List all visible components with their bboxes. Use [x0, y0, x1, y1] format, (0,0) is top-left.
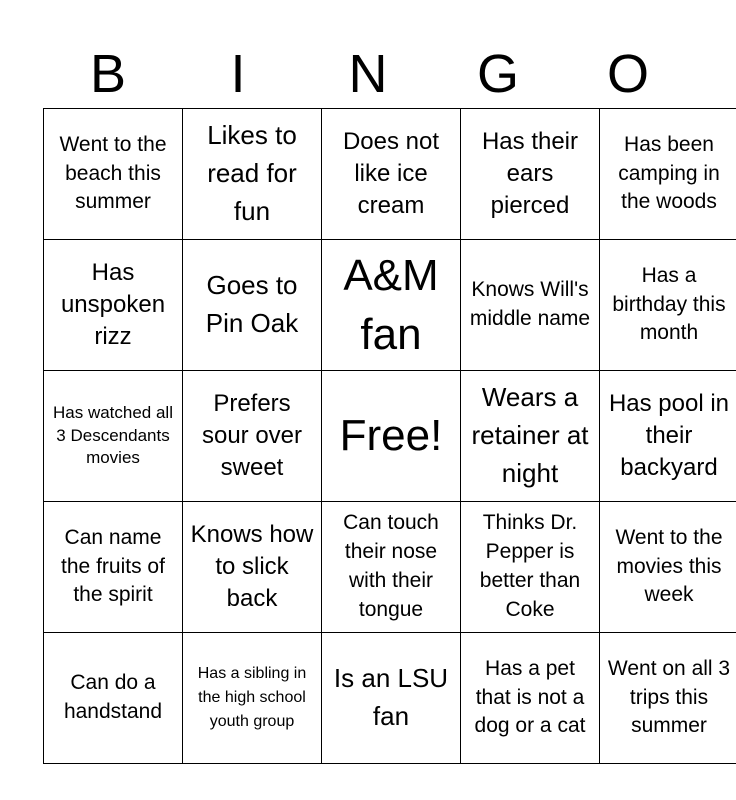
board-row	[44, 502, 736, 633]
bingo-cell[interactable]: Can touch their nose with their tongue	[322, 502, 461, 633]
bingo-cell[interactable]: A&M fan	[322, 240, 461, 371]
bingo-cell[interactable]: Has a pet that is not a dog or a cat	[461, 633, 600, 764]
bingo-cell[interactable]: Went to the beach this summer	[44, 109, 183, 240]
bingo-header	[43, 40, 693, 108]
bingo-cell[interactable]: Has unspoken rizz	[44, 240, 183, 371]
bingo-cell[interactable]: Can do a handstand	[44, 633, 183, 764]
header-letter-o: O	[606, 44, 649, 104]
bingo-board	[43, 108, 736, 764]
bingo-cell[interactable]: Went to the movies this week	[600, 502, 736, 633]
bingo-cell[interactable]: Can name the fruits of the spirit	[44, 502, 183, 633]
free-space[interactable]: Free!	[322, 371, 461, 502]
header-letter-g: G	[476, 44, 519, 104]
bingo-cell[interactable]: Has their ears pierced	[461, 109, 600, 240]
bingo-cell[interactable]: Knows Will's middle name	[461, 240, 600, 371]
bingo-cell[interactable]: Thinks Dr. Pepper is better than Coke	[461, 502, 600, 633]
board-row	[44, 109, 736, 240]
bingo-cell[interactable]: Goes to Pin Oak	[183, 240, 322, 371]
board-row	[44, 240, 736, 371]
header-letter-b: B	[89, 44, 127, 104]
bingo-cell[interactable]: Knows how to slick back	[183, 502, 322, 633]
bingo-cell[interactable]: Is an LSU fan	[322, 633, 461, 764]
bingo-cell[interactable]: Prefers sour over sweet	[183, 371, 322, 502]
bingo-cell[interactable]: Has been camping in the woods	[600, 109, 736, 240]
bingo-cell[interactable]: Has watched all 3 Descendants movies	[44, 371, 183, 502]
board-row	[44, 371, 736, 502]
header-letter-n: N	[348, 44, 388, 104]
bingo-cell[interactable]: Likes to read for fun	[183, 109, 322, 240]
bingo-cell[interactable]: Went on all 3 trips this summer	[600, 633, 736, 764]
bingo-cell[interactable]: Has a birthday this month	[600, 240, 736, 371]
board-row	[44, 633, 736, 764]
bingo-cell[interactable]: Has pool in their backyard	[600, 371, 736, 502]
header-letter-i: I	[230, 44, 246, 104]
bingo-cell[interactable]: Has a sibling in the high school youth group	[183, 633, 322, 764]
bingo-cell[interactable]: Does not like ice cream	[322, 109, 461, 240]
bingo-cell[interactable]: Wears a retainer at night	[461, 371, 600, 502]
